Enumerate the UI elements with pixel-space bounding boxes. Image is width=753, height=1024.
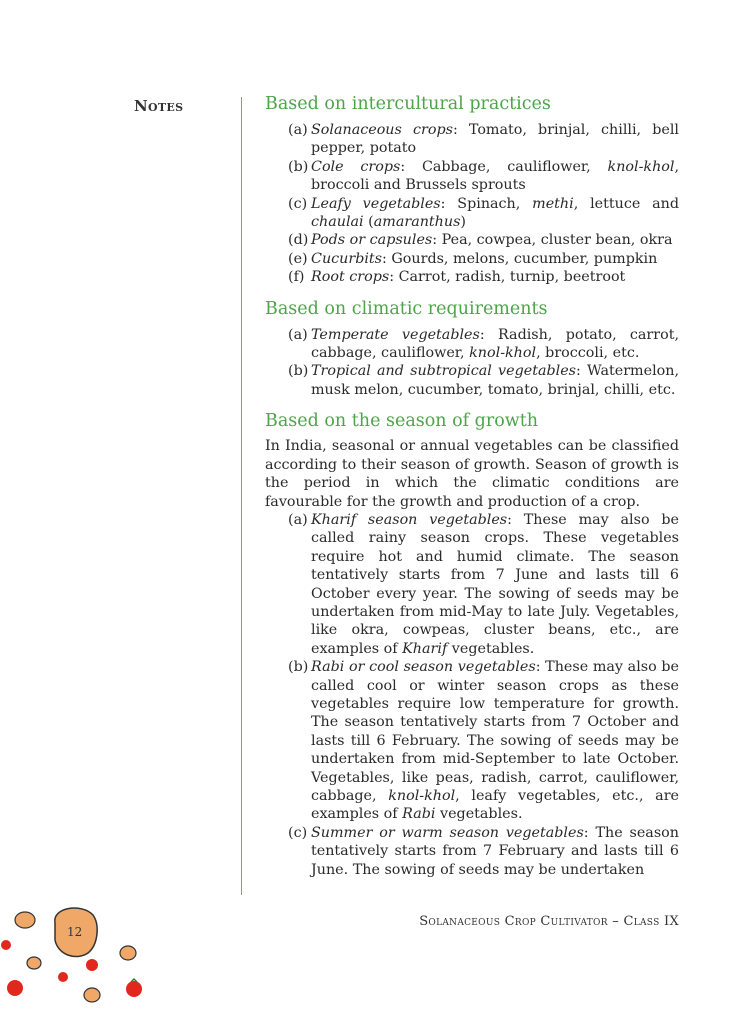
- item-text: : These may also be called rainy season crops. These vegetables require hot and humid climate. The season tentatively starts from 7 June and lasts till 6 October every year. The sowing of seeds may be undertaken from mid-May to late July. Vegetables, like okra, cowpeas, cluster beans, etc., are examples of: [311, 511, 679, 657]
- tomato-icon: [86, 959, 98, 971]
- list-item: [265, 195, 679, 232]
- item-text: : Pea, cowpea, cluster bean, okra: [432, 232, 673, 249]
- list-item: [265, 121, 679, 158]
- item-text: : Spinach,: [440, 195, 533, 212]
- list-item: [265, 824, 679, 879]
- item-text: : Radish, potato, carrot, cabbage, cauliflower,: [311, 326, 680, 362]
- tomato-icon: [126, 981, 142, 997]
- item-text: : The season tentatively starts from 7 February and lasts till 6 June. The sowing of seeds may be undertaken: [311, 824, 679, 878]
- item-label: (a): [288, 511, 308, 528]
- section-heading: Based on climatic requirements: [265, 298, 548, 319]
- item-label: (b): [288, 363, 309, 380]
- list-item: [265, 658, 679, 824]
- item-term: methi: [532, 195, 574, 212]
- item-text: ): [460, 214, 466, 231]
- item-term: knol-khol: [469, 345, 537, 362]
- section-season: [265, 409, 679, 879]
- item-text: : Cabbage, cauliflower,: [400, 158, 608, 175]
- item-text: : These may also be called cool or winter season crops as these vegetables require low temperature for growth. The season tentatively starts from 7 October and lasts till 6 February. The sowing of seeds may be undertaken from mid-September to late October. Vegetables, like peas, radish, carrot, cauliflower, cabbage,: [311, 659, 680, 804]
- section-climatic: [265, 297, 679, 400]
- item-text: : Gourds, melons, cucumber, pumpkin: [382, 250, 658, 267]
- notes-label: Notes: [134, 97, 184, 115]
- main-content: [265, 92, 679, 879]
- item-label: (f): [288, 269, 305, 286]
- item-term: chaulai: [311, 214, 364, 231]
- item-term: Pods or capsules: [311, 232, 433, 249]
- item-term: Tropical and subtropical vegetables: [311, 363, 576, 380]
- list-item: [265, 158, 679, 195]
- item-text: , leafy vegetables, etc., are examples of: [311, 788, 679, 823]
- running-footer: Solanaceous Crop Cultivator – Class IX: [419, 914, 679, 929]
- item-text: : Carrot, radish, turnip, beetroot: [389, 269, 626, 286]
- section-heading: Based on the season of growth: [265, 411, 539, 432]
- tomato-icon: [58, 972, 68, 982]
- item-label: (a): [288, 122, 308, 138]
- item-text: , lettuce and: [573, 195, 680, 212]
- item-text: vegetables.: [435, 806, 523, 823]
- item-label: (d): [288, 232, 309, 249]
- item-text: (: [363, 214, 374, 231]
- item-text: , broccoli and Brussels sprouts: [311, 158, 680, 194]
- item-label: (b): [288, 659, 309, 676]
- item-list: [265, 121, 679, 287]
- list-item: [265, 362, 679, 399]
- item-term: Root crops: [311, 269, 390, 286]
- item-term: knol-khol: [388, 788, 456, 804]
- section-intro: In India, seasonal or annual vegetables can be classified according to their season of growth. Season of growth is the period in which the climatic conditions are favourable for the growth and production of a crop.: [265, 438, 679, 510]
- potato-icon: [120, 946, 136, 960]
- item-label: (a): [288, 326, 308, 343]
- item-term: Temperate vegetables: [311, 326, 480, 343]
- tomato-icon: [1, 940, 11, 950]
- item-label: (e): [288, 250, 308, 267]
- item-term: Leafy vegetables: [311, 195, 441, 212]
- item-text: : Tomato, brinjal, chilli, bell pepper, potato: [311, 122, 679, 157]
- page-number: 12: [67, 925, 83, 939]
- item-term: Summer or warm season vegetables: [311, 824, 584, 841]
- list-item: [265, 231, 679, 249]
- section-intercultural: [265, 92, 679, 287]
- list-item: [265, 250, 679, 268]
- list-item: [265, 268, 679, 286]
- section-heading: Based on intercultural practices: [265, 94, 551, 114]
- item-term: Cole crops: [311, 158, 401, 175]
- potato-icon: [27, 957, 41, 969]
- item-label: (c): [288, 824, 308, 841]
- item-list: [265, 326, 679, 400]
- item-text: vegetables.: [447, 640, 535, 657]
- item-term: Solanaceous crops: [311, 122, 453, 138]
- potato-icon: [15, 912, 35, 928]
- item-label: (b): [288, 158, 309, 175]
- item-term: Rabi: [402, 806, 436, 823]
- item-list: [265, 511, 679, 879]
- item-term: amaranthus: [373, 214, 461, 231]
- item-text: , broccoli, etc.: [536, 345, 640, 362]
- item-text: : Watermelon, musk melon, cucumber, tomato, brinjal, chilli, etc.: [311, 363, 679, 398]
- item-term: Rabi or cool season vegetables: [311, 659, 536, 676]
- list-item: [265, 326, 679, 363]
- item-term: Kharif season vegetables: [311, 511, 508, 528]
- item-label: (c): [288, 195, 308, 212]
- tomato-icon: [7, 980, 23, 996]
- margin-divider: [241, 97, 242, 895]
- item-term: Kharif: [402, 640, 448, 657]
- potato-icon: [84, 988, 100, 1002]
- vegetable-illustration: [0, 895, 160, 1020]
- item-term: Cucurbits: [311, 250, 383, 267]
- list-item: [265, 511, 679, 658]
- item-term: knol-khol: [607, 158, 675, 175]
